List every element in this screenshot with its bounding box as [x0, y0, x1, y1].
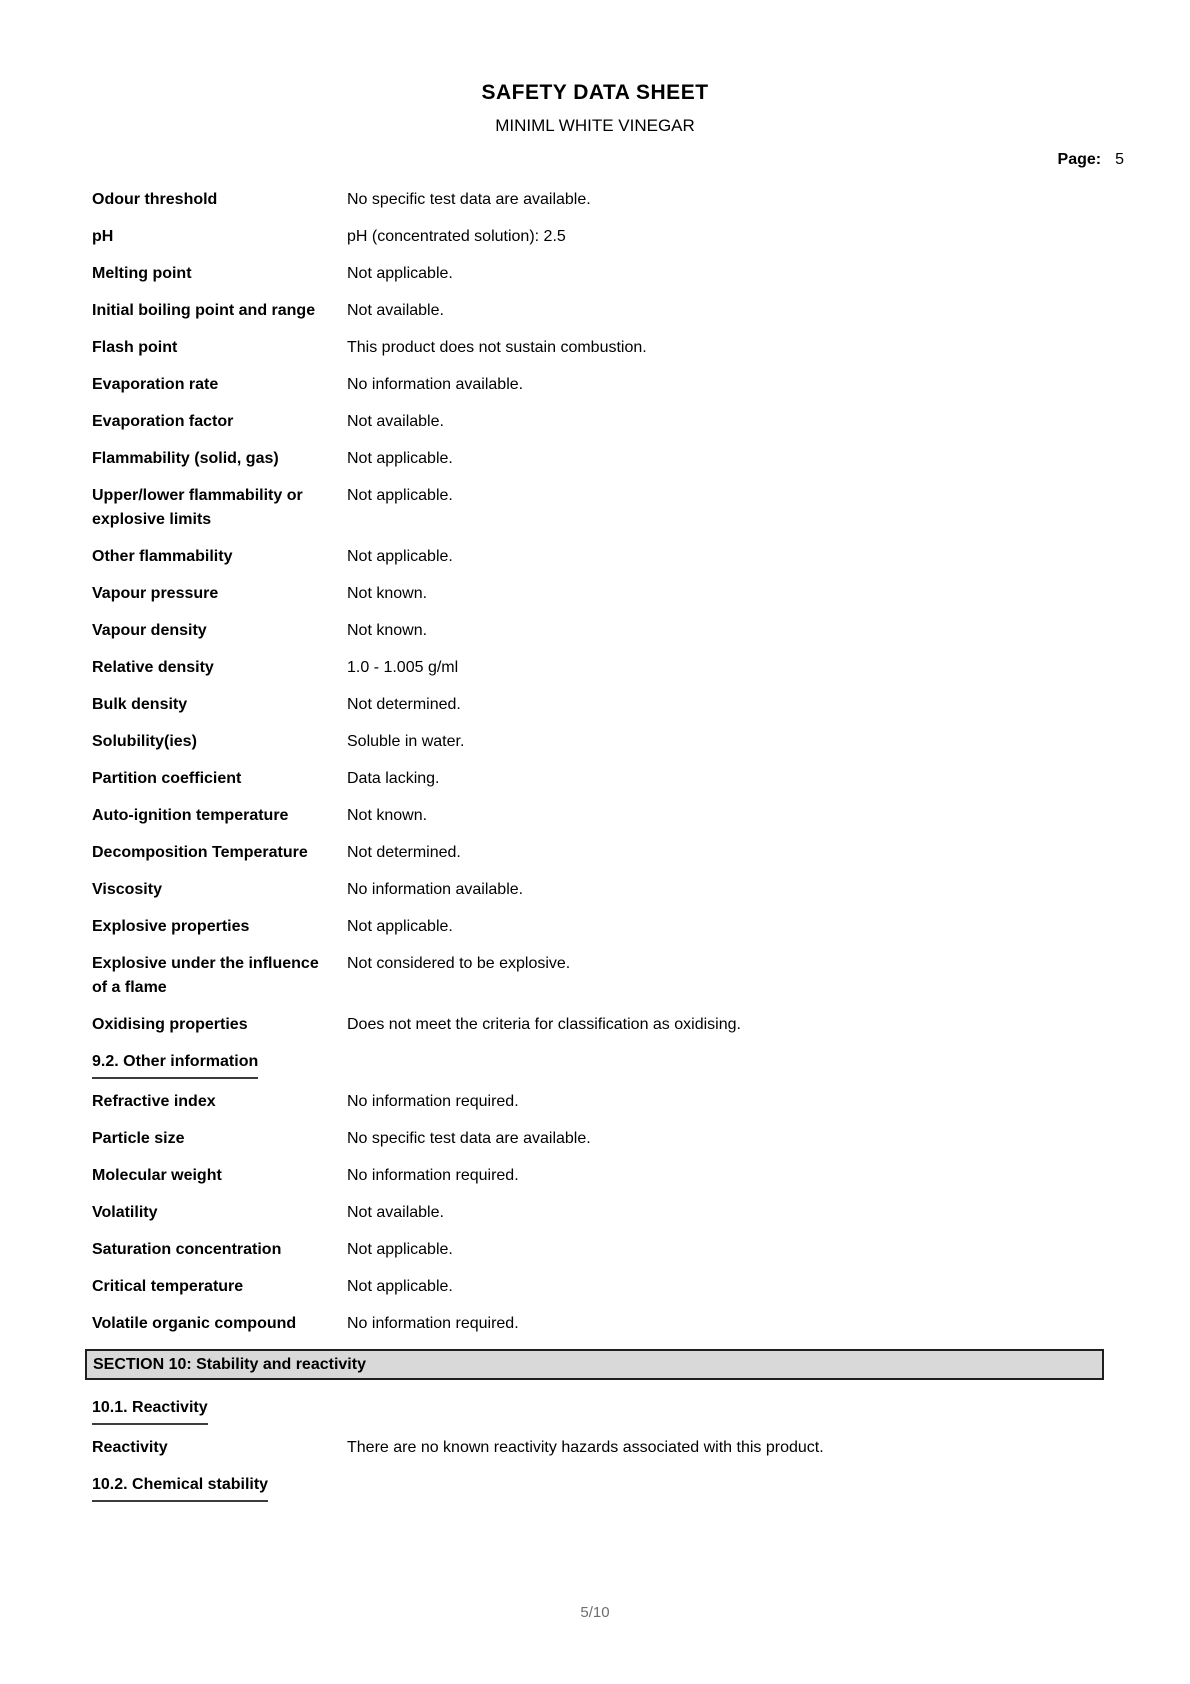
property-value: No information available. — [347, 376, 524, 393]
property-value: Not available. — [347, 302, 444, 319]
property-label: Volatile organic compound — [92, 1315, 297, 1332]
property-row — [92, 878, 1126, 902]
property-row — [92, 1312, 1126, 1336]
property-row — [92, 225, 1126, 249]
page-number: 5 — [1115, 151, 1124, 168]
property-row — [92, 1436, 1126, 1460]
subsection-10-1-heading: 10.1. Reactivity — [92, 1396, 1126, 1425]
property-value: Not known. — [347, 807, 428, 824]
physical-properties-list — [92, 188, 1126, 1037]
property-value: 1.0 - 1.005 g/ml — [347, 659, 459, 676]
property-row — [92, 693, 1126, 717]
property-value: Not available. — [347, 1204, 444, 1221]
property-label: Explosive under the influence of a flame — [92, 955, 319, 996]
document-title: SAFETY DATA SHEET — [481, 81, 709, 104]
other-information-list — [92, 1090, 1126, 1336]
property-value: No information required. — [347, 1315, 519, 1332]
subsection-10-2-heading: 10.2. Chemical stability — [92, 1473, 1126, 1502]
property-row — [92, 656, 1126, 680]
property-row — [92, 484, 1126, 532]
property-row — [92, 1090, 1126, 1114]
property-label: Oxidising properties — [92, 1016, 248, 1033]
property-label: Initial boiling point and range — [92, 302, 316, 319]
reactivity-list — [92, 1436, 1126, 1460]
property-label: Flash point — [92, 339, 178, 356]
property-row — [92, 767, 1126, 791]
property-label: Molecular weight — [92, 1167, 222, 1184]
property-label: Reactivity — [92, 1439, 168, 1456]
property-label: Vapour density — [92, 622, 207, 639]
property-row — [92, 410, 1126, 434]
property-value: Not available. — [347, 413, 444, 430]
property-label: Relative density — [92, 659, 214, 676]
property-value: Soluble in water. — [347, 733, 465, 750]
property-label: Particle size — [92, 1130, 185, 1147]
property-value: No specific test data are available. — [347, 191, 591, 208]
product-name: MINIML WHITE VINEGAR — [495, 116, 695, 135]
property-row — [92, 1127, 1126, 1151]
property-row — [92, 841, 1126, 865]
property-label: Auto-ignition temperature — [92, 807, 289, 824]
property-label: Decomposition Temperature — [92, 844, 308, 861]
page-indicator — [92, 150, 1126, 170]
property-label: Flammability (solid, gas) — [92, 450, 279, 467]
property-value: Not determined. — [347, 844, 461, 861]
property-value: No information required. — [347, 1093, 519, 1110]
property-value: Not applicable. — [347, 1278, 453, 1295]
page-label: Page: — [1057, 151, 1102, 168]
property-value: Not applicable. — [347, 265, 453, 282]
property-value: There are no known reactivity hazards associated with this product. — [347, 1439, 824, 1456]
property-label: Solubility(ies) — [92, 733, 197, 750]
property-value: Not considered to be explosive. — [347, 955, 571, 972]
property-row — [92, 447, 1126, 471]
property-value: Not applicable. — [347, 1241, 453, 1258]
property-label: Bulk density — [92, 696, 188, 713]
property-label: Volatility — [92, 1204, 158, 1221]
property-label: Partition coefficient — [92, 770, 242, 787]
property-value: Not known. — [347, 622, 428, 639]
property-value: pH (concentrated solution): 2.5 — [347, 228, 566, 245]
property-label: Upper/lower flammability or explosive limits — [92, 487, 303, 528]
property-value: Not applicable. — [347, 548, 453, 565]
property-row — [92, 952, 1126, 1000]
property-row — [92, 1275, 1126, 1299]
subsection-9-2-heading: 9.2. Other information — [92, 1050, 1126, 1079]
property-value: Not determined. — [347, 696, 461, 713]
property-label: Critical temperature — [92, 1278, 244, 1295]
property-value: Not applicable. — [347, 487, 453, 504]
property-label: Vapour pressure — [92, 585, 219, 602]
property-label: Saturation concentration — [92, 1241, 282, 1258]
property-row — [92, 804, 1126, 828]
property-row — [92, 545, 1126, 569]
property-label: Evaporation factor — [92, 413, 234, 430]
property-row — [92, 373, 1126, 397]
page-footer: 5/10 — [580, 1604, 610, 1621]
property-value: Data lacking. — [347, 770, 440, 787]
property-label: Melting point — [92, 265, 192, 282]
property-label: Other flammability — [92, 548, 233, 565]
section-10-header-bar: SECTION 10: Stability and reactivity — [85, 1349, 1104, 1380]
property-row — [92, 619, 1126, 643]
property-row — [92, 1164, 1126, 1188]
property-value: Does not meet the criteria for classification as oxidising. — [347, 1016, 741, 1033]
property-value: Not known. — [347, 585, 428, 602]
property-value: Not applicable. — [347, 450, 453, 467]
property-value: No information available. — [347, 881, 524, 898]
property-label: Refractive index — [92, 1093, 216, 1110]
property-row — [92, 582, 1126, 606]
property-label: Viscosity — [92, 881, 162, 898]
property-row — [92, 262, 1126, 286]
property-label: pH — [92, 228, 114, 245]
property-row — [92, 336, 1126, 360]
property-value: No information required. — [347, 1167, 519, 1184]
property-row — [92, 299, 1126, 323]
property-row — [92, 188, 1126, 212]
property-label: Explosive properties — [92, 918, 250, 935]
property-row — [92, 1013, 1126, 1037]
property-label: Odour threshold — [92, 191, 218, 208]
property-value: Not applicable. — [347, 918, 453, 935]
property-row — [92, 915, 1126, 939]
property-label: Evaporation rate — [92, 376, 219, 393]
property-row — [92, 730, 1126, 754]
property-value: This product does not sustain combustion. — [347, 339, 647, 356]
property-value: No specific test data are available. — [347, 1130, 591, 1147]
property-row — [92, 1201, 1126, 1225]
property-row — [92, 1238, 1126, 1262]
